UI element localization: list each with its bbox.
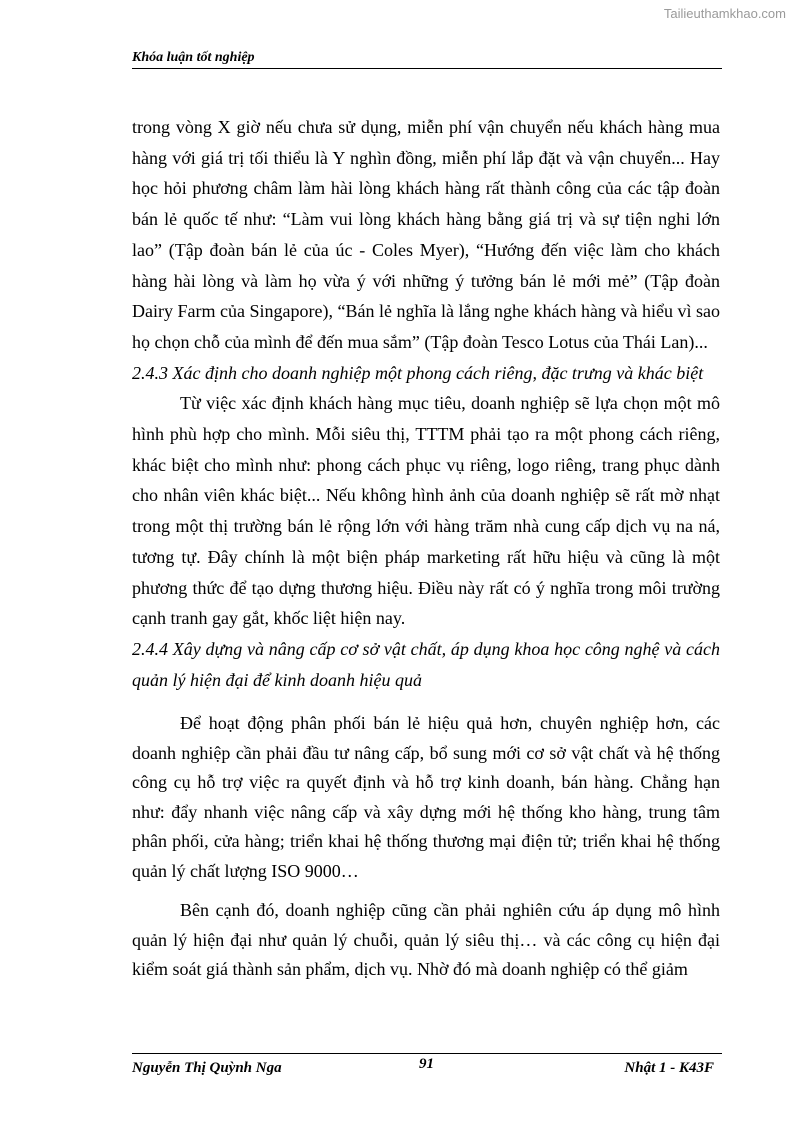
paragraph-infrastructure: Để hoạt động phân phối bán lẻ hiệu quả hơn, chuyên nghiệp hơn, các doanh nghiệp cần phải đầu tư nâng cấp, bổ sung mới cơ sở vật chất và hệ thống công cụ hỗ trợ việc ra quyết định và hỗ trợ kinh doanh, bán hàng. Chẳng hạn như: đẩy nhanh việc nâng cấp và xây dựng mới hệ thống kho hàng, trung tâm phân phối, cửa hàng; triển khai hệ thống thương mại điện tử; triển khai hệ thống quản lý chất lượng ISO 9000… [132, 713, 720, 881]
page-footer [132, 1053, 722, 1079]
page-number: 91 [419, 1056, 434, 1072]
paragraph-distinct-style: Từ việc xác định khách hàng mục tiêu, doanh nghiệp sẽ lựa chọn một mô hình phù hợp cho mình. Mỗi siêu thị, TTTM phải tạo ra một phong cách riêng, khác biệt cho mình như: phong cách phục vụ riêng, logo riêng, trang phục dành cho nhân viên khác biệt... Nếu không hình ảnh của doanh nghiệp sẽ rất mờ nhạt trong một thị trường bán lẻ rộng lớn với hàng trăm nhà cung cấp dịch vụ na ná, tương tự. Đây chính là một biện pháp marketing rất hữu hiệu và cũng là một phương thức để tạo dựng thương hiệu. Điều này rất có ý nghĩa trong môi trường cạnh tranh gay gắt, khốc liệt hiện nay. [132, 393, 720, 629]
paragraph-modern-management: Bên cạnh đó, doanh nghiệp cũng cần phải nghiên cứu áp dụng mô hình quản lý hiện đại như quản lý chuỗi, quản lý siêu thị… và các công cụ hiện đại kiểm soát giá thành sản phẩm, dịch vụ. Nhờ đó mà doanh nghiệp có thể giảm [132, 900, 720, 980]
document-body [132, 112, 720, 985]
watermark: Tailieuthamkhao.com [663, 6, 786, 21]
section-heading-2-4-4: 2.4.4 Xây dựng và nâng cấp cơ sở vật chất, áp dụng khoa học công nghệ và cách quản lý hiện đại để kinh doanh hiệu quả [132, 638, 720, 690]
page-header [132, 50, 722, 69]
section-heading-2-4-3: 2.4.3 Xác định cho doanh nghiệp một phong cách riêng, đặc trưng và khác biệt [132, 362, 704, 383]
footer-author: Nguyễn Thị Quỳnh Nga [132, 1060, 282, 1076]
footer-class: Nhật 1 - K43F [624, 1060, 714, 1076]
header-title: Khóa luận tốt nghiệp [132, 50, 255, 65]
paragraph-continued: trong vòng X giờ nếu chưa sử dụng, miễn phí vận chuyển nếu khách hàng mua hàng với giá trị tối thiểu là Y nghìn đồng, miễn phí lắp đặt và vận chuyển... Hay học hỏi phương châm làm hài lòng khách hàng rất thành công của các tập đoàn bán lẻ quốc tế như: “Làm vui lòng khách hàng bằng giá trị và sự tiện nghi lớn lao” (Tập đoàn bán lẻ của úc - Coles Myer), “Hướng đến việc làm cho khách hàng hài lòng và làm họ vừa ý với những ý tưởng bán lẻ mới mẻ” (Tập đoàn Dairy Farm của Singapore), “Bán lẻ nghĩa là lắng nghe khách hàng và hiểu vì sao họ chọn chỗ của mình để đến mua sắm” (Tập đoàn Tesco Lotus của Thái Lan)... [132, 117, 720, 352]
